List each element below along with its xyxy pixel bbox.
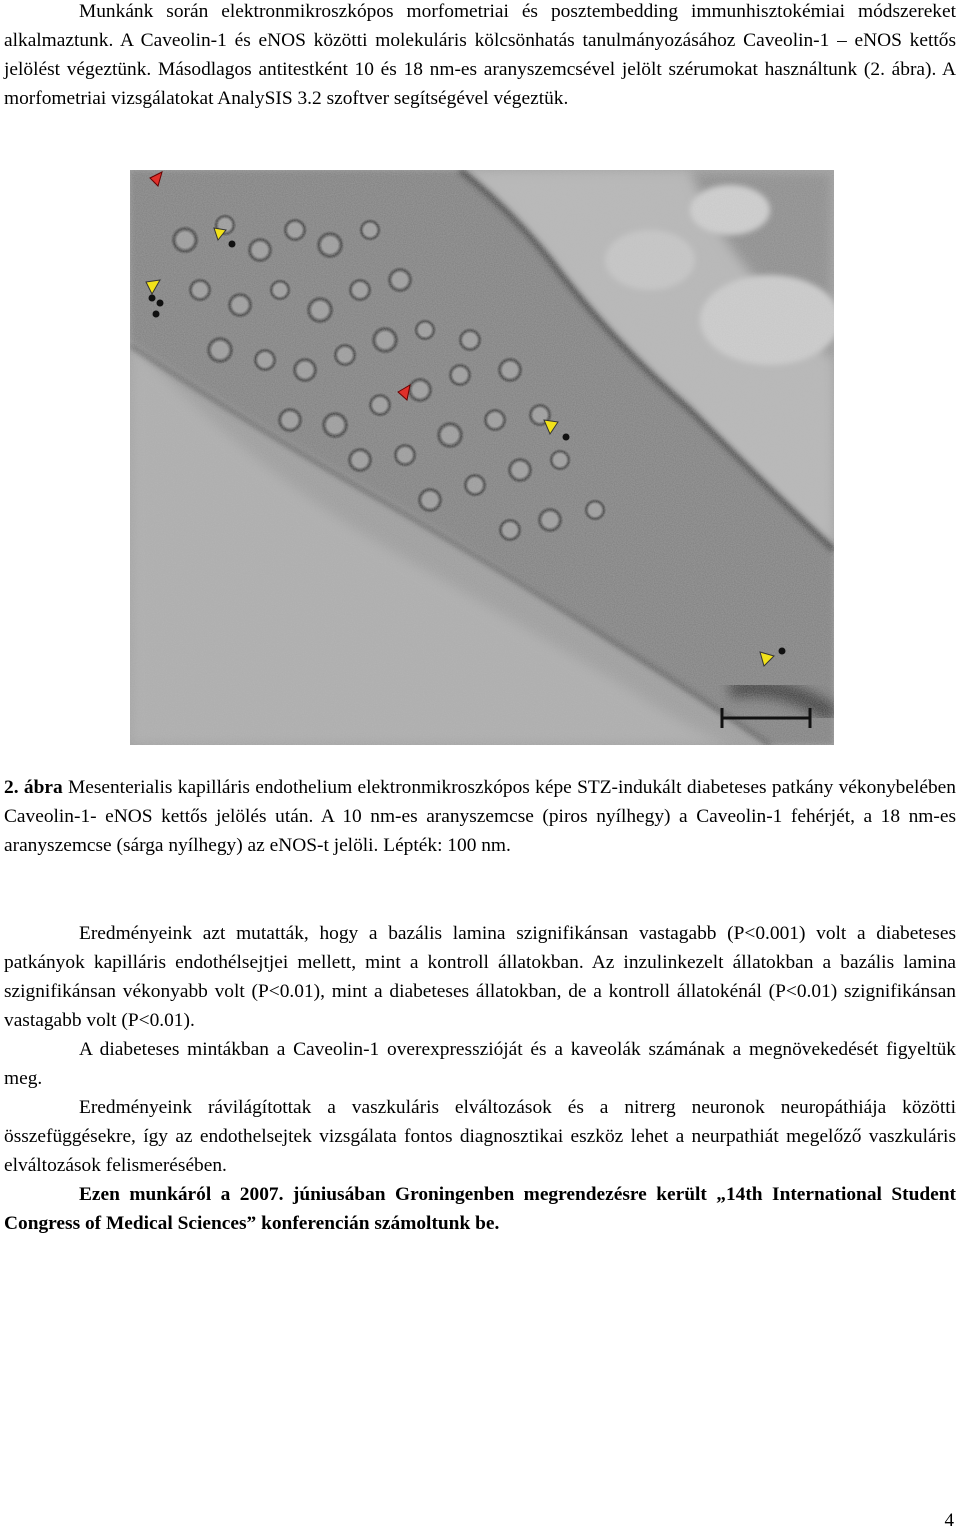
results-paragraph-3: Eredményeink rávilágítottak a vaszkuláris elváltozások és a nitrerg neuronok neuropáthiája közötti összefüggésekre, így az endothelsejtek vizsgálata fontos diagnosztikai eszköz lehet a neurpathiát megelőző vaszkuláris elváltozások felismerésében. [4, 1097, 956, 1176]
page-number: 4 [944, 1510, 954, 1531]
methods-paragraph: Munkánk során elektronmikroszkópos morfometriai és posztembedding immunhisztokémiai módszereket alkalmaztunk. A Caveolin-1 és eNOS közötti molekuláris kölcsönhatás tanulmányozásához Caveolin-1 – eNOS kettős jelölést végeztünk. Másodlagos antitestként 10 és 18 nm-es aranyszemcsével jelölt szérumokat használtunk (2. ábra). A morfometriai vizsgálatokat AnalySIS 3.2 szoftver segítségével végeztük. [4, 1, 956, 109]
results-paragraph-1: Eredményeink azt mutatták, hogy a bazális lamina szignifikánsan vastagabb (P<0.001) volt a diabeteses patkányok kapilláris endothélsejtjei mellett, mint a kontroll állatokban. Az inzulinkezelt állatokban a bazális lamina szignifikánsan vékonyabb volt (P<0.01), mint a diabeteses állatokban, de a kontroll állatokénál (P<0.01) szignifikánsan vastagabb volt (P<0.01). [4, 923, 956, 1031]
conference-text: Ezen munkáról a 2007. júniusában Groningenben megrendezésre került „14th International Student Congress of Medical Sciences” konferencián számoltunk be. [4, 1184, 956, 1234]
caption-label: 2. ábra [4, 777, 63, 798]
micrograph-image [130, 170, 834, 745]
conference-paragraph [4, 1180, 956, 1238]
results-paragraph-2: A diabeteses mintákban a Caveolin-1 overexpresszióját és a kaveolák számának a megnövekedését figyeltük meg. [4, 1039, 956, 1089]
results-section [4, 919, 956, 1238]
electron-micrograph [130, 170, 834, 745]
figure-caption [4, 773, 956, 860]
caption-text: Mesenterialis kapilláris endothelium elektronmikroszkópos képe STZ-indukált diabeteses patkány vékonybelében Caveolin-1- eNOS kettős jelölés után. A 10 nm-es aranyszemcse (piros nyílhegy) a Caveolin-1 fehérjét, a 18 nm-es aranyszemcse (sárga nyílhegy) az eNOS-t jelöli. Lépték: 100 nm. [4, 777, 956, 856]
